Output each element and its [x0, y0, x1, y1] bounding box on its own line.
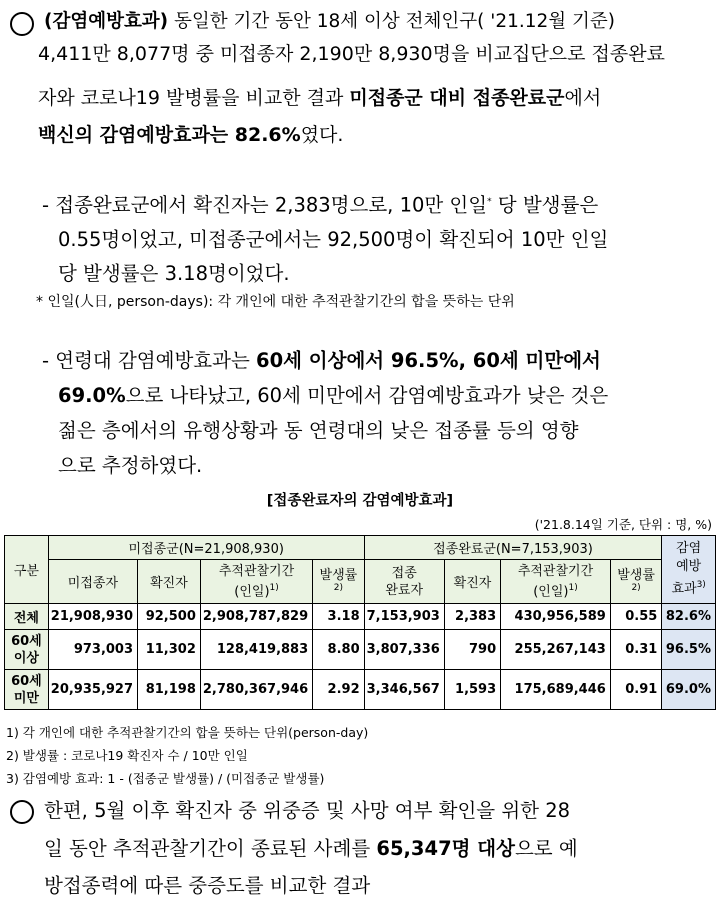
table-cell: 2.92 — [313, 670, 364, 710]
header-followup-1-sup: 1) — [269, 582, 279, 593]
table-cell: 2,908,787,829 — [200, 604, 312, 630]
header-followup-1-a: 추적관찰기간 — [218, 563, 295, 579]
para1-title: (감염예방효과) — [44, 11, 169, 32]
table-cell: 973,003 — [48, 630, 137, 670]
row-label-l1: 60세 — [11, 633, 42, 649]
para1-line4 — [38, 116, 343, 155]
circle-bullet-icon — [10, 12, 34, 36]
para2-line1: 한편, 5월 이후 확진자 중 위중증 및 사망 여부 확인을 위한 28 — [44, 799, 571, 822]
bullet2-line4: 으로 추정하였다. — [58, 454, 203, 477]
header-followup-2-b-text: (인일) — [533, 584, 569, 600]
header-confirmed-1: 확진자 — [138, 560, 201, 604]
table-cell: 8.80 — [313, 630, 364, 670]
bullet2-line1-a: - 연령대 감염예방효과는 — [42, 349, 257, 372]
table-row — [5, 670, 716, 710]
bullet2-line2-rest: 으로 나타났고, 60세 미만에서 감염예방효과가 낮은 것은 — [125, 384, 609, 407]
bullet2-line1-bold: 60세 이상에서 96.5%, 60세 미만에서 — [256, 349, 601, 372]
table-cell: 11,302 — [138, 630, 201, 670]
para1-line3-c: 에서 — [564, 87, 602, 109]
table-cell: 175,689,446 — [501, 670, 611, 710]
effect-cell: 69.0% — [662, 670, 716, 710]
header-rate-1 — [313, 560, 364, 604]
table-cell: 790 — [444, 630, 500, 670]
header-rate-2-text: 발생률 — [617, 567, 655, 583]
table-row — [5, 630, 716, 670]
table-cell: 255,267,143 — [501, 630, 611, 670]
star-footnote: * 인일(人日, person-days): 각 개인에 대한 추적관찰기간의 합을 뜻하는 단위 — [36, 294, 515, 310]
bullet1-line1-end: 당 발생률은 — [491, 193, 599, 217]
bullet2-line2-bold: 69.0% — [58, 384, 126, 407]
bullet1-line3: 당 발생률은 3.18명이었다. — [58, 262, 290, 285]
table-cell: 3.18 — [313, 604, 364, 630]
header-vaccinated-count-b: 완료자 — [385, 582, 424, 598]
para1-line4-bold: 백신의 감염예방효과는 82.6% — [38, 124, 301, 146]
header-effect — [662, 536, 716, 604]
table-row — [5, 604, 716, 630]
header-effect-l3-text: 효과 — [671, 581, 697, 597]
para1-line3 — [38, 79, 601, 118]
bullet2-line2 — [58, 376, 608, 415]
effect-cell: 82.6% — [662, 604, 716, 630]
header-effect-l1: 감염 — [676, 541, 702, 557]
header-unvaccinated: 미접종군(N=21,908,930) — [48, 536, 364, 560]
header-effect-sup: 3) — [696, 580, 706, 591]
para1-line3-a: 자와 코로나19 발병률을 비교한 결과 — [38, 87, 350, 109]
table-cell: 0.55 — [610, 604, 661, 630]
row-label — [5, 604, 49, 630]
header-followup-1 — [200, 560, 312, 604]
bullet1-line1 — [42, 183, 598, 225]
row-label-l1: 60세 — [11, 673, 42, 689]
para1-line2: 4,411만 8,077명 중 미접종자 2,190만 8,930명을 비교집단으로 접종완료 — [38, 43, 665, 65]
para2-line2-a: 일 동안 추적관찰기간이 종료된 사례를 — [44, 837, 377, 860]
para1-line1-text: 동일한 기간 동안 18세 이상 전체인구( '21.12월 기준) — [168, 11, 616, 32]
bullet2-line3: 젊은 층에서의 유행상황과 동 연령대의 낮은 접종률 등의 영향 — [58, 419, 579, 442]
header-followup-2-b — [503, 580, 608, 600]
header-vaccinated-count — [364, 560, 444, 604]
bullet1-line1-text: - 접종완료군에서 확진자는 2,383명으로, 10만 인일 — [42, 193, 488, 217]
table-cell: 0.91 — [610, 670, 661, 710]
header-effect-l3 — [664, 576, 713, 598]
row-label — [5, 670, 49, 710]
header-followup-1-b-text: (인일) — [234, 584, 270, 600]
circle-bullet-icon — [10, 800, 34, 824]
table-cell: 0.31 — [610, 630, 661, 670]
header-followup-2-a: 추적관찰기간 — [517, 563, 594, 579]
header-followup-2 — [501, 560, 611, 604]
table-cell: 81,198 — [138, 670, 201, 710]
table-cell: 3,807,336 — [364, 630, 444, 670]
header-followup-2-sup: 1) — [568, 582, 578, 593]
header-followup-1-b — [203, 580, 310, 600]
table-footnote-1: 1) 각 개인에 대한 추적관찰기간의 합을 뜻하는 단위(person-day) — [6, 725, 369, 740]
vaccine-effect-table — [4, 535, 716, 710]
table-cell: 128,419,883 — [200, 630, 312, 670]
bullet1-line2: 0.55명이었고, 미접종군에서는 92,500명이 확진되어 10만 인일 — [58, 228, 609, 251]
row-label-l2: 이상 — [13, 650, 39, 666]
header-group: 구분 — [5, 536, 49, 604]
para2-line3: 방접종력에 따른 중증도를 비교한 결과 — [44, 874, 371, 897]
table-cell: 7,153,903 — [364, 604, 444, 630]
table-footnote-3: 3) 감염예방 효과: 1 - (접종군 발생률) / (미접종군 발생률) — [6, 771, 325, 786]
table-cell: 2,383 — [444, 604, 500, 630]
para2-line2-bold: 65,347명 대상 — [376, 837, 515, 860]
header-confirmed-2: 확진자 — [444, 560, 500, 604]
table-cell: 3,346,567 — [364, 670, 444, 710]
header-vaccinated: 접종완료군(N=7,153,903) — [364, 536, 662, 560]
header-vaccinated-count-a: 접종 — [391, 565, 417, 581]
table-cell: 21,908,930 — [48, 604, 137, 630]
header-unvaccinated-count: 미접종자 — [48, 560, 137, 604]
header-rate-2 — [610, 560, 661, 604]
para1-line3-bold: 미접종군 대비 접종완료군 — [349, 87, 565, 109]
row-label-l2: 미만 — [13, 690, 39, 706]
para1-line4-end: 였다. — [300, 124, 344, 146]
table-cell: 20,935,927 — [48, 670, 137, 710]
table-cell: 92,500 — [138, 604, 201, 630]
table-footnote-2: 2) 발생률 : 코로나19 확진자 수 / 10만 인일 — [6, 748, 248, 763]
header-rate-1-text: 발생률 — [319, 567, 358, 583]
table-cell: 2,780,367,946 — [200, 670, 312, 710]
para2-line2 — [44, 829, 578, 868]
footnote-star: * — [487, 197, 492, 207]
table-cell: 1,593 — [444, 670, 500, 710]
para2-line2-c: 으로 예 — [514, 837, 578, 860]
table-cell: 430,956,589 — [501, 604, 611, 630]
bullet2-line1 — [42, 341, 601, 380]
effect-cell: 96.5% — [662, 630, 716, 670]
row-label-l1: 전체 — [13, 611, 39, 626]
table-unit: ('21.8.14일 기준, 단위 : 명, %) — [534, 517, 712, 532]
header-rate-2-sup: 2) — [631, 582, 641, 593]
table-caption: [접종완료자의 감염예방효과] — [266, 493, 454, 509]
header-rate-1-sup: 2) — [333, 582, 344, 593]
header-effect-l2: 예방 — [676, 559, 702, 575]
row-label — [5, 630, 49, 670]
